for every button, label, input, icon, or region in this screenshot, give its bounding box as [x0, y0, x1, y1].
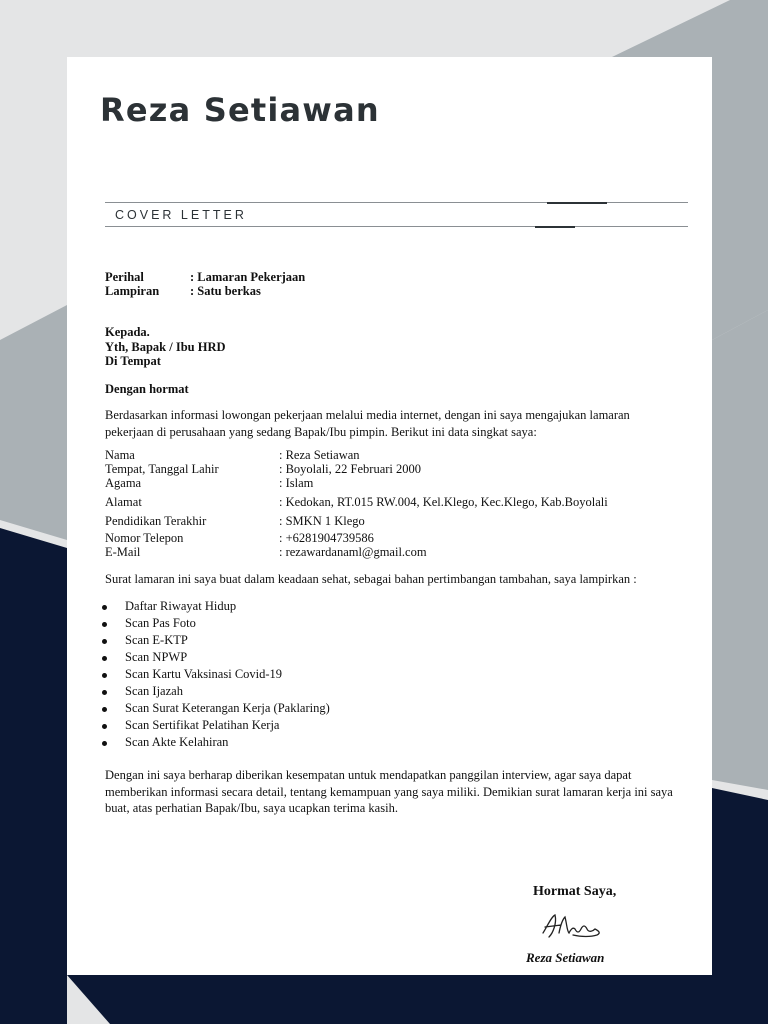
bullet-icon	[102, 724, 107, 729]
bullet-icon	[102, 690, 107, 695]
field-value-agama: : Islam	[279, 476, 314, 490]
attachment-intro: Surat lamaran ini saya buat dalam keadaan sehat, sebagai bahan pertimbangan tambahan, saya lampirkan :	[105, 572, 637, 586]
slate-shape-right	[712, 310, 768, 790]
perihal-label: Perihal	[105, 270, 144, 284]
cover-letter-title: COVER LETTER	[115, 208, 247, 222]
field-value-ttl: : Boyolali, 22 Februari 2000	[279, 462, 421, 476]
field-value-email: : rezawardanaml@gmail.com	[279, 545, 427, 559]
field-value-pendidikan: : SMKN 1 Klego	[279, 514, 365, 528]
field-value-alamat: : Kedokan, RT.015 RW.004, Kel.Klego, Kec.Klego, Kab.Boyolali	[279, 495, 608, 509]
closing-paragraph: Dengan ini saya berharap diberikan kesempatan untuk mendapatkan panggilan interview, agar saya dapat memberikan informasi secara detail, tentang kemampuan yang saya miliki. Demikian surat lamaran kerja ini saya buat, atas perhatian Bapak/Ibu, saya ucapkan terima kasih.	[105, 768, 673, 815]
slate-shape-left	[0, 305, 67, 540]
navy-shape-bottom	[67, 975, 712, 1024]
field-value-telepon: : +6281904739586	[279, 531, 374, 545]
lampiran-value: : Satu berkas	[190, 284, 261, 298]
bullet-icon	[102, 673, 107, 678]
list-item: Scan Ijazah	[99, 683, 330, 700]
list-item: Scan NPWP	[99, 649, 330, 666]
list-item: Scan E-KTP	[99, 632, 330, 649]
lampiran-label: Lampiran	[105, 284, 160, 298]
recipient-place: Di Tempat	[105, 354, 161, 368]
list-item: Scan Kartu Vaksinasi Covid-19	[99, 666, 330, 683]
header-rule-accent-top	[547, 202, 607, 204]
bullet-icon	[102, 707, 107, 712]
bullet-icon	[102, 622, 107, 627]
perihal-value: : Lamaran Pekerjaan	[190, 270, 306, 284]
recipient-kepada: Kepada.	[105, 325, 150, 339]
attachment-list	[99, 598, 330, 751]
field-label-ttl: Tempat, Tanggal Lahir	[105, 462, 219, 476]
applicant-name: Reza Setiawan	[100, 91, 380, 129]
header-rule-bottom	[105, 226, 688, 227]
salutation: Dengan hormat	[105, 382, 189, 396]
list-item: Daftar Riwayat Hidup	[99, 598, 330, 615]
field-label-agama: Agama	[105, 476, 142, 490]
field-label-pendidikan: Pendidikan Terakhir	[105, 514, 207, 528]
bullet-icon	[102, 605, 107, 610]
navy-shape-left	[0, 528, 67, 1024]
list-item: Scan Akte Kelahiran	[99, 734, 330, 751]
recipient-yth: Yth, Bapak / Ibu HRD	[105, 340, 226, 354]
letter-page	[67, 57, 712, 975]
field-value-nama: : Reza Setiawan	[279, 448, 360, 462]
bullet-icon	[102, 741, 107, 746]
list-item: Scan Pas Foto	[99, 615, 330, 632]
bullet-icon	[102, 639, 107, 644]
field-label-alamat: Alamat	[105, 495, 142, 509]
list-item: Scan Surat Keterangan Kerja (Paklaring)	[99, 700, 330, 717]
intro-paragraph: Berdasarkan informasi lowongan pekerjaan melalui media internet, dengan ini saya mengajukan lamaran pekerjaan di perusahaan yang sedang Bapak/Ibu pimpin. Berikut ini data singkat saya:	[105, 408, 630, 439]
signature-mark	[537, 909, 607, 943]
field-label-email: E-Mail	[105, 545, 141, 559]
navy-shape-right	[712, 788, 768, 1024]
regards: Hormat Saya,	[533, 884, 617, 899]
header-rule-accent-bottom	[535, 226, 575, 228]
signature-name: Reza Setiawan	[526, 950, 605, 965]
field-label-telepon: Nomor Telepon	[105, 531, 184, 545]
list-item: Scan Sertifikat Pelatihan Kerja	[99, 717, 330, 734]
field-label-nama: Nama	[105, 448, 135, 462]
bullet-icon	[102, 656, 107, 661]
